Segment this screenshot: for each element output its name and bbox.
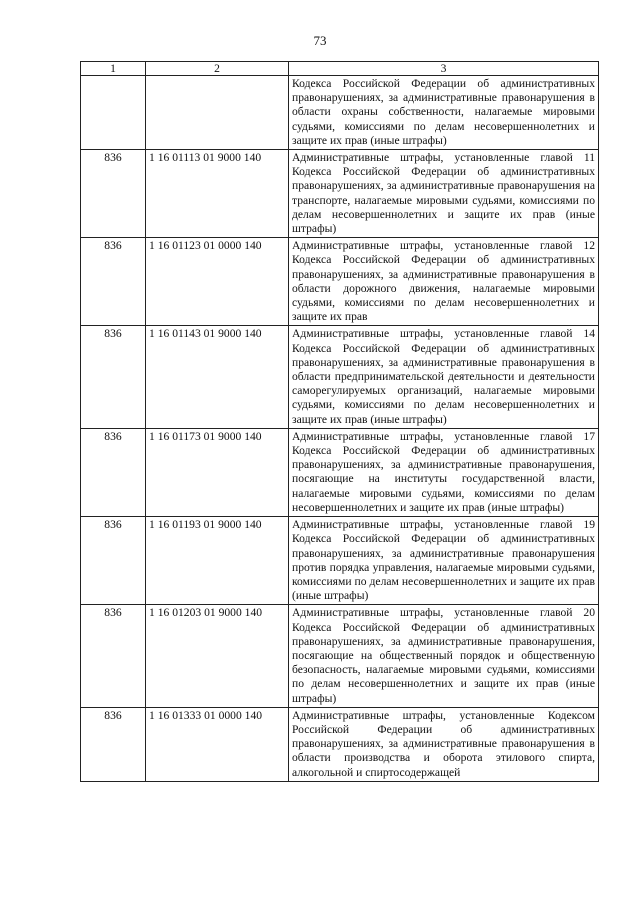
- income-description: Кодекса Российской Федерации об административных правонарушениях, за административные правонарушения в области охраны собственности, налагаемые мировыми судьями, комиссиями по делам несовершеннолетних и защите их прав (иные штрафы): [289, 76, 599, 150]
- budget-classification-code: 1 16 01193 01 9000 140: [146, 517, 289, 605]
- budget-classification-code: 1 16 01123 01 0000 140: [146, 238, 289, 326]
- fines-table: [80, 61, 599, 782]
- table-row: [81, 517, 599, 605]
- chapter-code: 836: [81, 150, 146, 238]
- income-description: Административные штрафы, установленные главой 12 Кодекса Российской Федерации об административных правонарушениях, за административные правонарушения в области дорожного движения, налагаемые мировыми судьями, комиссиями по делам несовершеннолетних и защите их прав: [289, 238, 599, 326]
- chapter-code: 836: [81, 707, 146, 781]
- chapter-code: [81, 76, 146, 150]
- header-column-3: 3: [289, 62, 599, 76]
- budget-classification-code: 1 16 01173 01 9000 140: [146, 428, 289, 516]
- chapter-code: 836: [81, 605, 146, 707]
- table-row: [81, 605, 599, 707]
- table-row: [81, 150, 599, 238]
- table-row: [81, 707, 599, 781]
- chapter-code: 836: [81, 517, 146, 605]
- budget-classification-code: 1 16 01113 01 9000 140: [146, 150, 289, 238]
- income-description: Административные штрафы, установленные Кодексом Российской Федерации об административных правонарушениях, за административные правонарушения в области производства и оборота этилового спирта, алкогольной и спиртосодержащей: [289, 707, 599, 781]
- budget-classification-code: [146, 76, 289, 150]
- income-description: Административные штрафы, установленные главой 20 Кодекса Российской Федерации об административных правонарушениях, за административные правонарушения, посягающие на общественный порядок и общественную безопасность, налагаемые мировыми судьями, комиссиями по делам несовершеннолетних и защите их прав (иные штрафы): [289, 605, 599, 707]
- income-description: Административные штрафы, установленные главой 19 Кодекса Российской Федерации об административных правонарушениях, за административные правонарушения против порядка управления, налагаемые мировыми судьями, комиссиями по делам несовершеннолетних и защите их прав (иные штрафы): [289, 517, 599, 605]
- table-row: [81, 326, 599, 428]
- table-row: [81, 238, 599, 326]
- table-row: [81, 428, 599, 516]
- table-row: [81, 76, 599, 150]
- income-description: Административные штрафы, установленные главой 11 Кодекса Российской Федерации об административных правонарушениях, за административные правонарушения на транспорте, налагаемые мировыми судьями, комиссиями по делам несовершеннолетних и защите их прав (иные штрафы): [289, 150, 599, 238]
- income-description: Административные штрафы, установленные главой 14 Кодекса Российской Федерации об административных правонарушениях, за административные правонарушения в области предпринимательской деятельности и деятельности саморегулируемых организаций, налагаемые мировыми судьями, комиссиями по делам несовершеннолетних и защите их прав (иные штрафы): [289, 326, 599, 428]
- chapter-code: 836: [81, 238, 146, 326]
- header-column-2: 2: [146, 62, 289, 76]
- table-header-row: [81, 62, 599, 76]
- budget-classification-code: 1 16 01333 01 0000 140: [146, 707, 289, 781]
- budget-classification-code: 1 16 01203 01 9000 140: [146, 605, 289, 707]
- page-number: 73: [313, 33, 327, 48]
- income-description: Административные штрафы, установленные главой 17 Кодекса Российской Федерации об административных правонарушениях, за административные правонарушения, посягающие на институты государственной власти, налагаемые мировыми судьями, комиссиями по делам несовершеннолетних и защите их прав (иные штрафы): [289, 428, 599, 516]
- chapter-code: 836: [81, 428, 146, 516]
- chapter-code: 836: [81, 326, 146, 428]
- budget-classification-code: 1 16 01143 01 9000 140: [146, 326, 289, 428]
- header-column-1: 1: [81, 62, 146, 76]
